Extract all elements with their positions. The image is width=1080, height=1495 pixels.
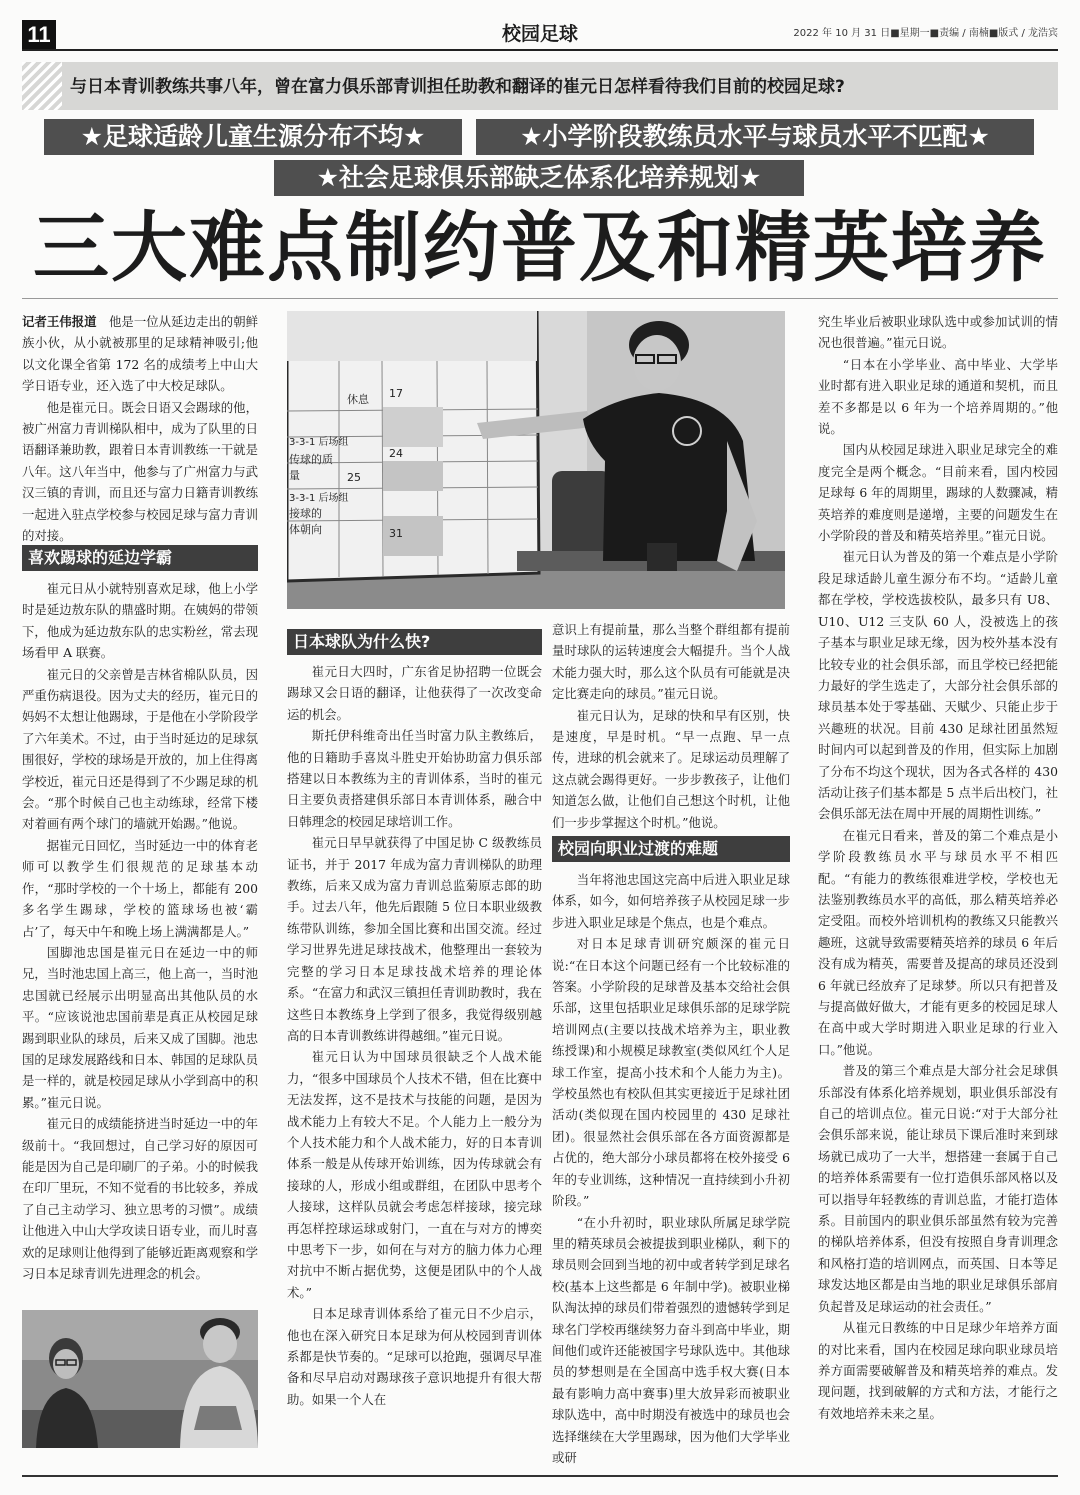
- main-photo: [287, 311, 785, 609]
- paragraph: 崔元日的父亲曾是吉林省棉队队员，因严重伤病退役。因为丈夫的经历，崔元日的妈妈不太想让他踢球，于是他在小学阶段学了六年美术。不过，由于当时延边的足球氛围很好，学校的球场是开放的，加上住得离学校近，崔元日还是得到了不少踢足球的机会。“那个时候自己也主动练球，经常下楼对着画有两个球门的墙就开始踢。”他说。: [22, 666, 258, 832]
- paragraph: 当年将池忠国这完高中后进入职业足球体系，如今，如何培养孩子从校园足球一步步进入职业足球是个焦点，也是个难点。: [552, 872, 790, 930]
- header-rule: [22, 49, 1058, 51]
- paragraph: 在崔元日看来，普及的第二个难点是小学阶段教练员水平与球员水平不相匹配。“有能力的教练很难进学校，学校也无法鉴别教练员水平的高低，那么精英培养必定受阻。而校外培训机构的教练又只能教兴趣班，这就导致需要精英培养的球员 6 年后没有成为精英，需要普及提高的球员还没到 6 年就已经放弃了足球梦。所以只有把普及与提高做好做大，才能有更多的校园足球人在高中或大学时期进入职业足球的行业入口。”他说。: [818, 827, 1058, 1057]
- paragraph: 普及的第三个难点是大部分社会足球俱乐部没有体系化培养规划，职业俱乐部没有自己的培训点位。崔元日说:“对于大部分社会俱乐部来说，能让球员下课后准时来到球场就已成功了一大半，想搭建一套属于自己的培养体系需要有一位打造俱乐部风格以及可以指导年轻教练的青训总监，才能打造体系。目前国内的职业俱乐部虽然有较为完善的梯队培养体系，但没有按照自身青训理念和风格打造的培训网点，而英国、日本等足球发达地区都是由当地的职业足球俱乐部肩负起普及足球运动的社会责任。”: [818, 1063, 1058, 1314]
- column-3b: [552, 869, 790, 1468]
- paragraph: 对日本足球青训研究颇深的崔元日说:“在日本这个问题已经有一个比较标准的答案。小学阶段的足球普及基本交给社会俱乐部，这里包括职业足球俱乐部的足球学院培训网点(主要以技战术培养为主，职业教练授课)和小规模足球教室(类似风红个人足球工作室，提高小技术和个人能力为主)。学校虽然也有校队但其实更接近于足球社团活动(类似现在国内校园里的 430 足球社团)。很显然社会俱乐部在各方面资源都是占优的，绝大部分小球员都将在校外接受 6 年的专业训练，这种情况一直持续到小升初阶段。”: [552, 936, 790, 1209]
- body-rule: [22, 298, 1058, 299]
- screen-num-24: 24: [389, 447, 403, 460]
- paragraph: “在小升初时，职业球队所属足球学院里的精英球员会被提拔到职业梯队，剩下的球员则会回到当地的初中或者转学到足球名校(基本上这些都是 6 年制中学)。被职业梯队淘汰掉的球员们带着强烈的遗憾转学到足球名门学校再继续努力奋斗到高中毕业，期间他们或许还能被国字号球队选中。其他球员的梦想则是在全国高中选手权大赛(日本最有影响力高中赛事)里大放异彩而被职业球队选中，高中时期没有被选中的球员也会选择继续在大学里踢球，因为他们大学毕业或研: [552, 1214, 790, 1465]
- screen-num-25: 25: [347, 471, 361, 484]
- paragraph: 据崔元日回忆，当时延边一中的体育老师可以教学生们很规范的足球基本动作，“那时学校的一个十场上，都能有 200 多名学生踢球，学校的篮球场也被‘霸占’了，每天中午和晚上场上满满都是人。”: [22, 837, 258, 939]
- paragraph: 崔元日认为，足球的快和早有区别，快是速度，早是时机。“早一点跑、早一点传，进球的机会就来了。足球运动员理解了这点就会踢得更好。一步步教孩子，让他们知道怎么做，让他们自己想这个时机，让他们一步步掌握这个时机。”他说。: [552, 707, 790, 830]
- section-head-transition: 校园向职业过渡的难题: [552, 836, 790, 862]
- screen-label-receive: 接球的: [289, 507, 322, 520]
- subhead-1: ★足球适龄儿童生源分布不均★: [44, 119, 462, 155]
- column-1: [22, 311, 258, 546]
- paragraph: 他是崔元日。既会日语又会踢球的他，被广州富力青训梯队相中，成为了队里的日语翻译兼助教，跟着日本青训教练一干就是八年。这八年当中，他参与了广州富力与武汉三镇的青训，而且还与富力日籍青训教练一起进入驻点学校参与校园足球与富力青训的对接。: [22, 399, 258, 544]
- page-number: 11: [22, 20, 56, 50]
- screen-label-backfield: 3-3-1 后场组: [289, 437, 349, 448]
- paragraph: 从崔元日教练的中日足球少年培养方面的对比来看，国内在校园足球向职业球员培养方面需要破解普及和精英培养的难点。发现问题，找到破解的方式和方法，才能行之有效地培养未来之星。: [818, 1320, 1058, 1421]
- section-name: 校园足球: [501, 23, 578, 45]
- section-head-japan: 日本球队为什么快?: [287, 629, 542, 655]
- headline: 三大难点制约普及和精英培养: [33, 203, 1047, 292]
- screen-label-pass: 传球的质: [289, 453, 333, 466]
- footer-rule: [22, 1475, 1058, 1477]
- paragraph: 日本足球青训体系给了崔元日不少启示，他也在深入研究日本足球为何从校园到青训体系都是快节奏的。“足球可以抢跑，强调尽早准备和尽早启动对踢球孩子意识地提升有很大帮助。如果一个人在: [287, 1306, 542, 1407]
- column-1b: [22, 578, 258, 1284]
- section-head-yanbian: 喜欢踢球的延边学霸: [22, 545, 258, 571]
- screen-label-body: 体朝向: [289, 523, 322, 536]
- screen-label-rest: 休息: [347, 393, 369, 406]
- paragraph: “日本在小学毕业、高中毕业、大学毕业时都有进入职业足球的通道和契机，而且差不多都是以 6 年为一个培养周期的。”他说。: [818, 356, 1058, 437]
- lead-text: 与日本青训教练共事八年，曾在富力俱乐部青训担任助教和翻译的崔元日怎样看待我们目前的校园足球?: [70, 77, 845, 97]
- column-4: [818, 311, 1058, 1424]
- column-3: [552, 619, 790, 833]
- paragraph: 国内从校园足球进入职业足球完全的难度完全是两个概念。“目前来看，国内校园足球每 6 年的周期里，踢球的人数骤减，精英培养的难度则是递增，主要的问题发生在小学阶段的普及和精英培养里。”崔元日说。: [818, 442, 1058, 544]
- paragraph: 国脚池忠国是崔元日在延边一中的师兄，当时池忠国上高三，他上高一，当时池忠国就已经展示出明显高出其他队员的水平。“应该说池忠国前辈是真正从校园足球踢到职业队的球员，后来又成了国脚。池忠国的足球发展路线和日本、韩国的足球队员是一样的，就是校园足球从小学到高中的积累。”崔元日说。: [22, 944, 258, 1110]
- screen-num-31: 31: [389, 527, 403, 540]
- paragraph: 崔元日的成绩能挤进当时延边一中的年级前十。“我回想过，自己学习好的原因可能是因为自己是印刷厂的子弟。小的时候我在印厂里玩，不知不觉看的书比较多，养成了自己主动学习、独立思考的习惯”。成绩让他进入中山大学攻读日语专业，而儿时喜欢的足球则让他得到了能够近距离观察和学习日本足球青训先进理念的机会。: [22, 1116, 258, 1281]
- screen-num-17: 17: [389, 387, 403, 400]
- paragraph: 崔元日大四时，广东省足协招聘一位既会踢球又会日语的翻译，让他获得了一次改变命运的机会。: [287, 664, 542, 722]
- paragraph: 意识上有提前量，那么当整个群组都有提前量时球队的运转速度会大幅提升。当个人战术能力强大时，那么这个队员有可能就是决定比赛走向的球员。”崔元日说。: [552, 622, 790, 702]
- paragraph: 崔元日认为普及的第一个难点是小学阶段足球适龄儿童生源分布不均。“适龄儿童都在学校，学校选拔校队，最多只有 U8、U10、U12 三支队 60 人，没被选上的孩子基本与职业足球无缘，因为校外基本没有比较专业的社会俱乐部，而且学校已经把能力最好的学生选走了，大部分社会俱乐部的球员基本处于零基础、天赋少、只能止步于兴趣班的状况。目前 430 足球社团虽然短时间内可以起到普及的作用，但实际上加剧了分布不均这个现状，因为各式各样的 430 活动让孩子们基本都是 5 点半后出校门，社会俱乐部无法在周中开展的周期性训练。”: [818, 549, 1058, 822]
- paragraph: 崔元日认为中国球员很缺乏个人战术能力，“很多中国球员个人技术不错，但在比赛中无法发挥，这不是技术与技能的问题，是因为战术能力上有较大不足。个人能力上一般分为个人技术能力和个人战术能力，好的日本青训体系一般是从传球开始训练，因为传球就会有接球的人，形成小组或群组，在团队中思考个人接球，这样队员就会考虑怎样接球，接完球再怎样控球运球或射门，一直在与对方的博奕中思考下一步，如何在与对方的脑力体力心理对抗中不断占据优势，这便是团队中的个人战术。”: [287, 1049, 542, 1300]
- subhead-3: ★社会足球俱乐部缺乏体系化培养规划★: [274, 160, 804, 196]
- subhead-2: ★小学阶段教练员水平与球员水平不匹配★: [476, 119, 1034, 155]
- paragraph: 究生毕业后被职业球队选中或参加试训的情况也很普遍。”崔元日说。: [818, 314, 1058, 351]
- paragraph: 崔元日从小就特别喜欢足球，他上小学时是延边敖东队的鼎盛时期。在姨妈的带领下，他成为延边敖东队的忠实粉丝，常去现场看甲 A 联赛。: [22, 581, 258, 661]
- screen-label-quality: 量: [289, 469, 300, 482]
- paragraph: 崔元日早早就获得了中国足协 C 级教练员证书，并于 2017 年成为富力青训梯队的助理教练，后来又成为富力青训总监菊原志郎的助手。过去八年，他先后跟随 5 位日本职业级教练带队训练，参加全国比赛和出国交流。经过学习世界先进足球技战术，他整理出一套较为完整的学习日本足球技战术培养的理论体系。“在富力和武汉三镇担任青训助教时，我在这些日本教练身上学到了很多，我觉得级别越高的日本青训教练讲得越细。”崔元日说。: [287, 835, 542, 1043]
- paragraph: 斯托伊科维奇出任当时富力队主教练后，他的日籍助手喜岚斗胜史开始协助富力俱乐部搭建以日本教练为主的青训体系，当时的崔元日主要负责搭建俱乐部日本青训体系，融合中日韩理念的校园足球培训工作。: [287, 728, 542, 829]
- column-2: [287, 661, 542, 1410]
- interview-photo: [22, 1310, 258, 1448]
- paragraph: 记者王伟报道 他是一位从延边走出的朝鲜族小伙，从小就被那里的足球精神吸引;他以文化课全省第 172 名的成绩考上中山大学日语专业，还入选了中大校足球队。: [22, 314, 259, 394]
- screen-label-backfield-2: 3-3-1 后场组: [289, 493, 349, 504]
- byline: 记者王伟报道: [22, 314, 97, 329]
- issue-info: 2022 年 10 月 31 日■星期一■责编 / 南楠■版式 / 龙浩宾: [793, 28, 1058, 39]
